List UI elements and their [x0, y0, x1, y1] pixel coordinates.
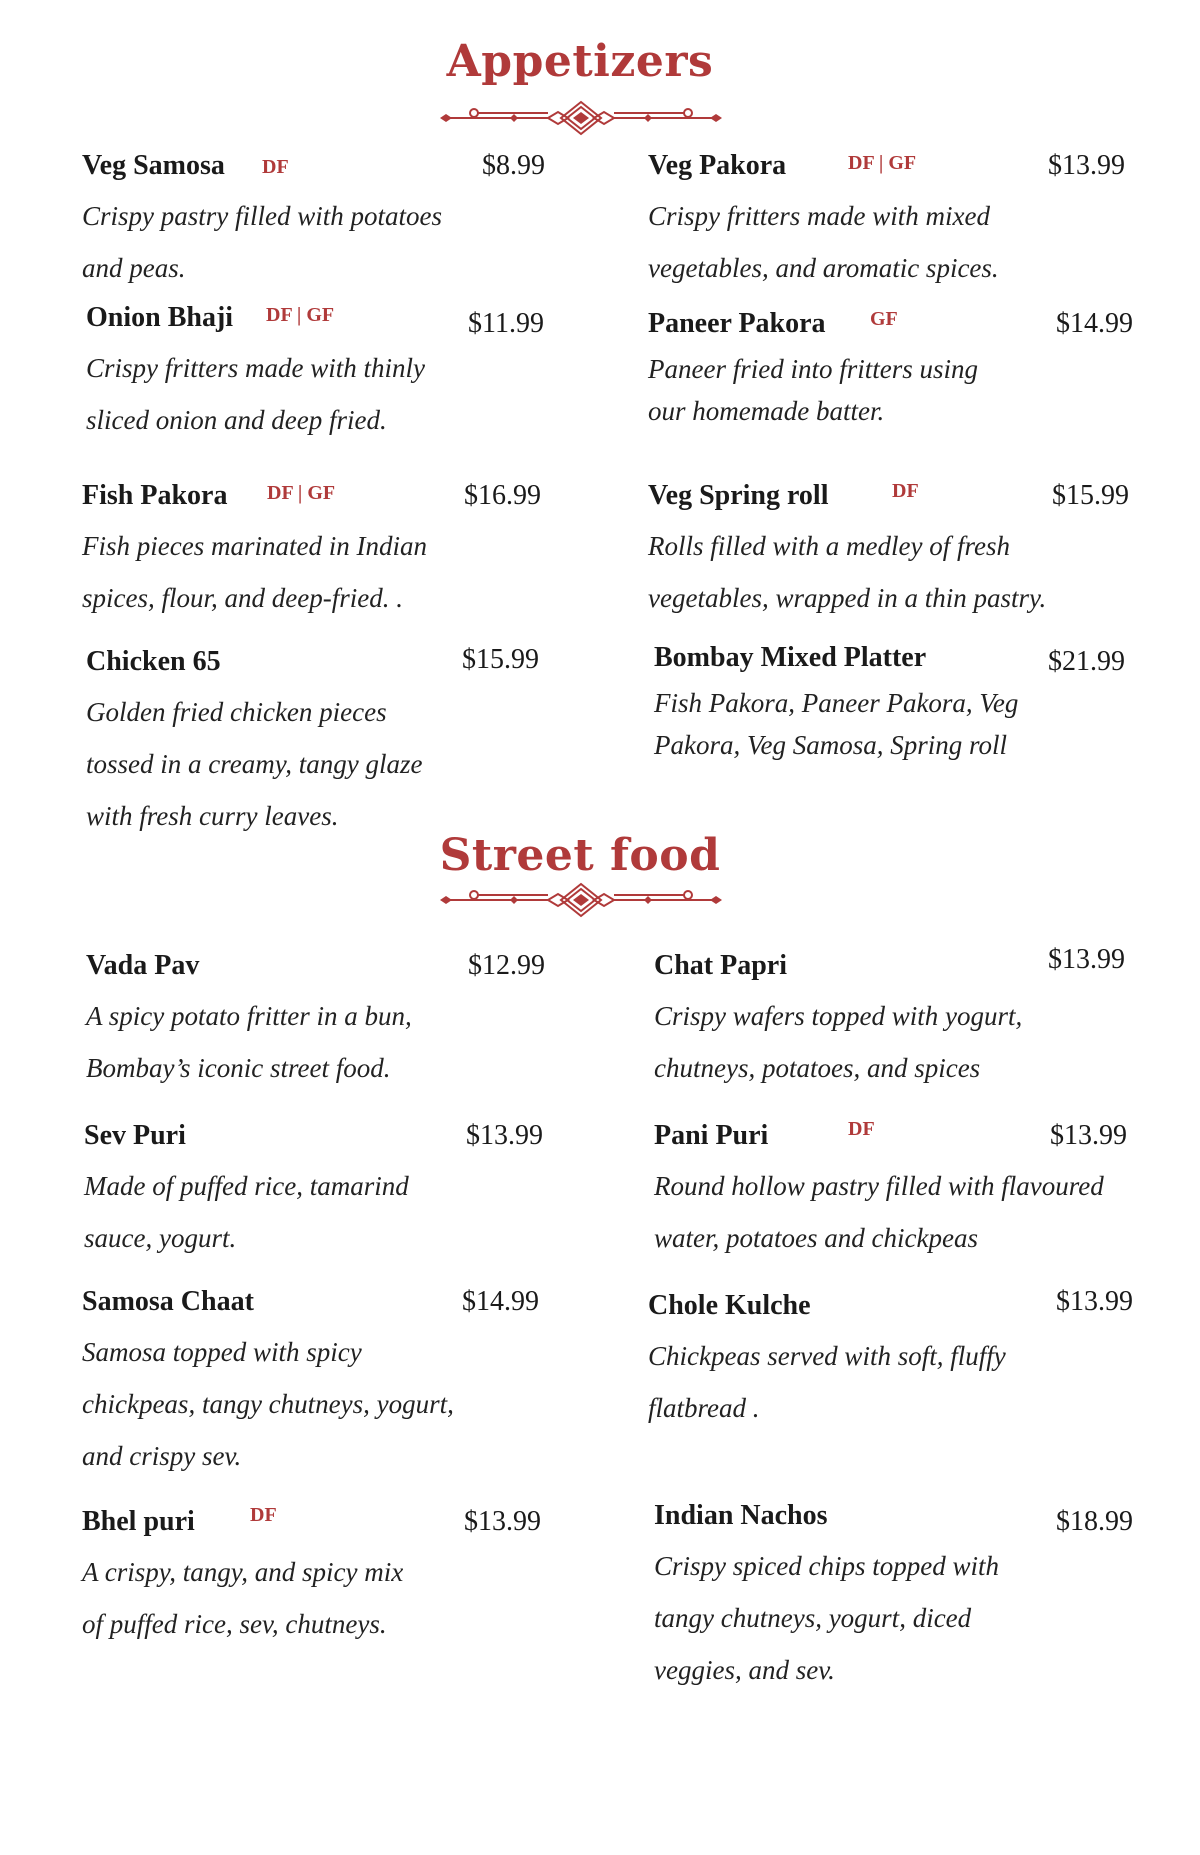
item-name: Bombay Mixed Platter	[654, 642, 927, 673]
menu-item-chicken-65	[86, 646, 556, 842]
item-price: $14.99	[1056, 308, 1133, 339]
item-description: Fish pieces marinated in Indian spices, flour, and deep-fried. .	[82, 531, 427, 613]
item-description: Rolls filled with a medley of fresh vegetables, wrapped in a thin pastry.	[648, 531, 1047, 613]
item-name: Chole Kulche	[648, 1290, 811, 1321]
item-price: $18.99	[1056, 1506, 1133, 1537]
menu-item-bombay-mixed-platter	[654, 642, 1124, 766]
item-description: Chickpeas served with soft, fluffy flatbread .	[648, 1341, 1006, 1423]
item-description: Paneer fried into fritters using our homemade batter.	[648, 354, 978, 426]
item-price: $13.99	[1048, 150, 1125, 181]
dietary-tag: DF	[848, 1118, 875, 1140]
item-price: $15.99	[1052, 480, 1129, 511]
item-description: A spicy potato fritter in a bun, Bombay’s iconic street food.	[86, 1001, 412, 1083]
item-description: Crispy fritters made with mixed vegetables, and aromatic spices.	[648, 201, 999, 283]
item-name: Vada Pav	[86, 950, 200, 981]
item-description: Crispy spiced chips topped with tangy chutneys, yogurt, diced veggies, and sev.	[654, 1551, 999, 1685]
section-title-appetizers: Appetizers	[446, 36, 714, 87]
item-price: $11.99	[468, 308, 544, 339]
item-description: Crispy wafers topped with yogurt, chutneys, potatoes, and spices	[654, 1001, 1023, 1083]
dietary-tag: DF	[250, 1504, 277, 1526]
menu-item-veg-pakora	[648, 150, 1125, 294]
item-description: Samosa topped with spicy chickpeas, tangy chutneys, yogurt, and crispy sev.	[82, 1337, 454, 1471]
dietary-tag: DF | GF	[848, 152, 917, 174]
item-price: $21.99	[1048, 646, 1125, 677]
item-description: Fish Pakora, Paneer Pakora, Veg Pakora, Veg Samosa, Spring roll	[654, 688, 1019, 760]
item-name: Indian Nachos	[654, 1500, 828, 1531]
menu-item-chole-kulche	[648, 1286, 1133, 1434]
item-description: Made of puffed rice, tamarind sauce, yogurt.	[84, 1171, 409, 1253]
divider-ornament-icon	[438, 880, 724, 920]
item-description: Golden fried chicken pieces tossed in a creamy, tangy glaze with fresh curry leaves.	[86, 697, 423, 831]
item-name: Sev Puri	[84, 1120, 186, 1151]
section-title-street-food: Street food	[439, 830, 721, 881]
item-price: $13.99	[466, 1120, 543, 1151]
item-price: $15.99	[462, 644, 539, 675]
item-price: $13.99	[1056, 1286, 1133, 1317]
item-name: Samosa Chaat	[82, 1286, 254, 1317]
menu-item-onion-bhaji	[86, 302, 556, 446]
menu-item-veg-samosa	[82, 150, 552, 294]
item-name: Veg Samosa	[82, 150, 225, 181]
dietary-tag: DF	[892, 480, 919, 502]
menu-item-veg-spring-roll	[648, 480, 1129, 624]
item-name: Chat Papri	[654, 950, 787, 981]
item-name: Bhel puri	[82, 1506, 195, 1537]
menu-item-vada-pav	[86, 950, 556, 1094]
item-description: Round hollow pastry filled with flavoured water, potatoes and chickpeas	[654, 1171, 1104, 1253]
item-price: $8.99	[482, 150, 545, 181]
item-name: Fish Pakora	[82, 480, 228, 511]
menu-item-chat-papri	[654, 944, 1125, 1094]
menu-item-pani-puri	[654, 1120, 1174, 1264]
divider-ornament-icon	[438, 98, 724, 138]
item-price: $14.99	[462, 1286, 539, 1317]
item-name: Veg Spring roll	[648, 480, 829, 511]
item-price: $13.99	[1050, 1120, 1127, 1151]
item-name: Paneer Pakora	[648, 308, 826, 339]
item-description: Crispy fritters made with thinly sliced onion and deep fried.	[86, 353, 426, 435]
item-name: Onion Bhaji	[86, 302, 234, 333]
dietary-tag: GF	[870, 308, 898, 330]
item-name: Pani Puri	[654, 1120, 769, 1151]
menu-item-indian-nachos	[654, 1500, 1133, 1696]
menu-item-samosa-chaat	[82, 1286, 552, 1482]
item-price: $16.99	[464, 480, 541, 511]
item-description: A crispy, tangy, and spicy mix of puffed rice, sev, chutneys.	[82, 1557, 404, 1639]
item-price: $13.99	[464, 1506, 541, 1537]
menu-item-fish-pakora	[82, 480, 552, 624]
dietary-tag: DF | GF	[267, 482, 336, 504]
item-description: Crispy pastry filled with potatoes and peas.	[82, 201, 443, 283]
item-price: $13.99	[1048, 944, 1125, 975]
item-name: Chicken 65	[86, 646, 221, 677]
dietary-tag: DF	[262, 156, 289, 178]
menu-item-paneer-pakora	[648, 308, 1133, 432]
menu-item-sev-puri	[84, 1120, 554, 1264]
item-price: $12.99	[468, 950, 545, 981]
menu-item-bhel-puri	[82, 1506, 552, 1650]
item-name: Veg Pakora	[648, 150, 787, 181]
dietary-tag: DF | GF	[266, 304, 335, 326]
